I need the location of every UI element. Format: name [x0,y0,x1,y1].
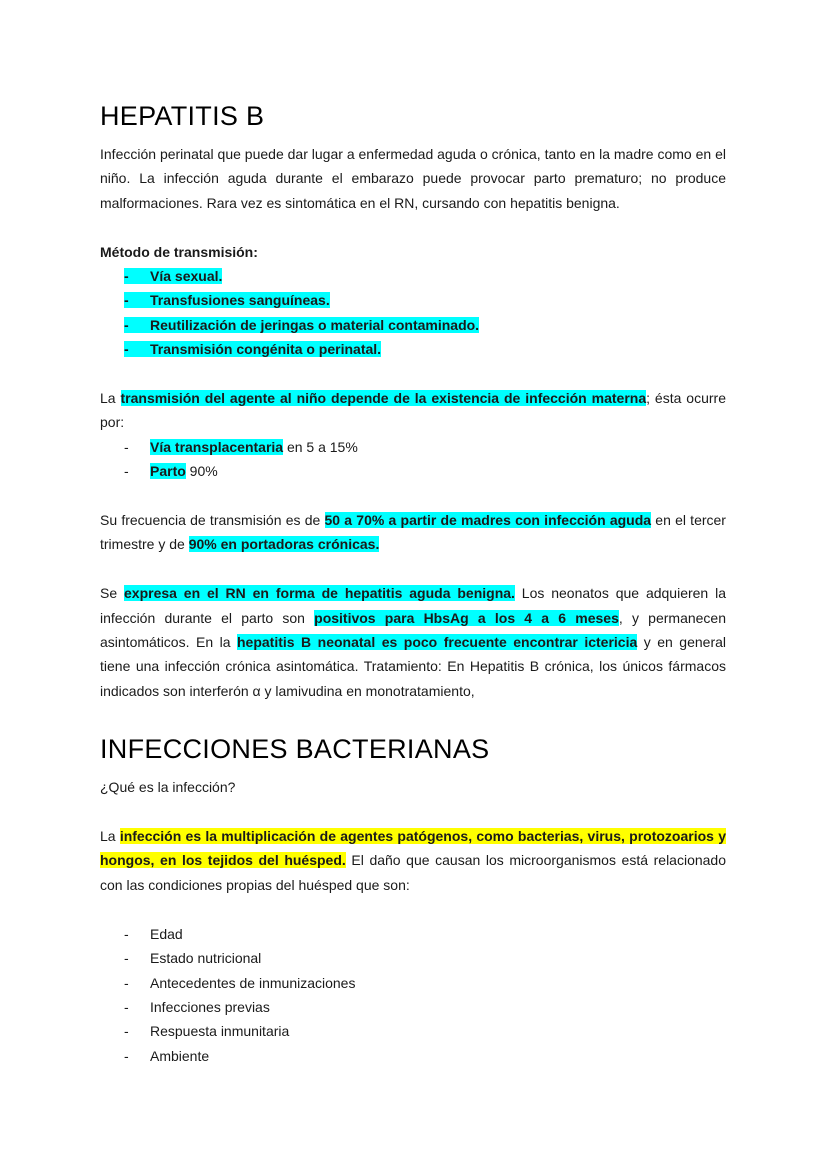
heading-infecciones-bacterianas: INFECCIONES BACTERIANAS [100,734,490,765]
conditions-list [100,922,726,1068]
list-item: - Vía transplacentaria en 5 a 15% [124,438,358,455]
intro-paragraph: Infección perinatal que puede dar lugar a enfermedad aguda o crónica, tanto en la madre como en el niño. La infección aguda durante el embarazo puede provocar parto prematuro; no produce malformaciones. Rara vez es sintomática en el RN, cursando con hepatitis benigna. [100,146,726,211]
list-item: - Estado nutricional [124,950,262,967]
transmission-paragraph: La transmisión del agente al niño depende de la existencia de infección materna; ésta ocurre por: [100,390,726,431]
list-item: - Ambiente [124,1047,210,1064]
list-item: - Transfusiones sanguíneas. [124,292,330,309]
routes-list [100,435,726,484]
list-item: - Edad [124,925,183,942]
list-item: - Transmisión congénita o perinatal. [124,341,382,358]
frequency-paragraph: Su frecuencia de transmisión es de 50 a 70% a partir de madres con infección aguda en el tercer trimestre y de 90% en portadoras crónicas. [100,512,726,553]
methods-heading: Método de transmisión: [100,243,258,260]
list-item: - Infecciones previas [124,998,270,1015]
list-item: - Reutilización de jeringas o material contaminado. [124,316,480,333]
question-line: ¿Qué es la infección? [100,779,236,796]
document-page [100,98,726,1068]
list-item: - Parto 90% [124,463,218,480]
definition-paragraph: La infección es la multiplicación de agentes patógenos, como bacterias, virus, protozoarios y hongos, en los tejidos del huésped. El daño que causan los microorganismos está relacionado con las condiciones propias del huésped que son: [100,828,727,893]
heading-hepatitis-b: HEPATITIS B [100,101,265,131]
list-item: - Respuesta inmunitaria [124,1023,290,1040]
list-item: - Antecedentes de inmunizaciones [124,974,356,991]
list-item: - Vía sexual. [124,268,223,285]
methods-list [100,264,726,362]
expression-paragraph: Se expresa en el RN en forma de hepatitis aguda benigna. Los neonatos que adquieren la infección durante el parto son positivos para HbsAg a los 4 a 6 meses, y permanecen asintomáticos. En la hepatitis B neonatal es poco frecuente encontrar ictericia y en general tiene una infección crónica asintomática. Tratamiento: En Hepatitis B crónica, los únicos fármacos indicados son interferón α y lamivudina en monotratamiento, [100,585,727,699]
